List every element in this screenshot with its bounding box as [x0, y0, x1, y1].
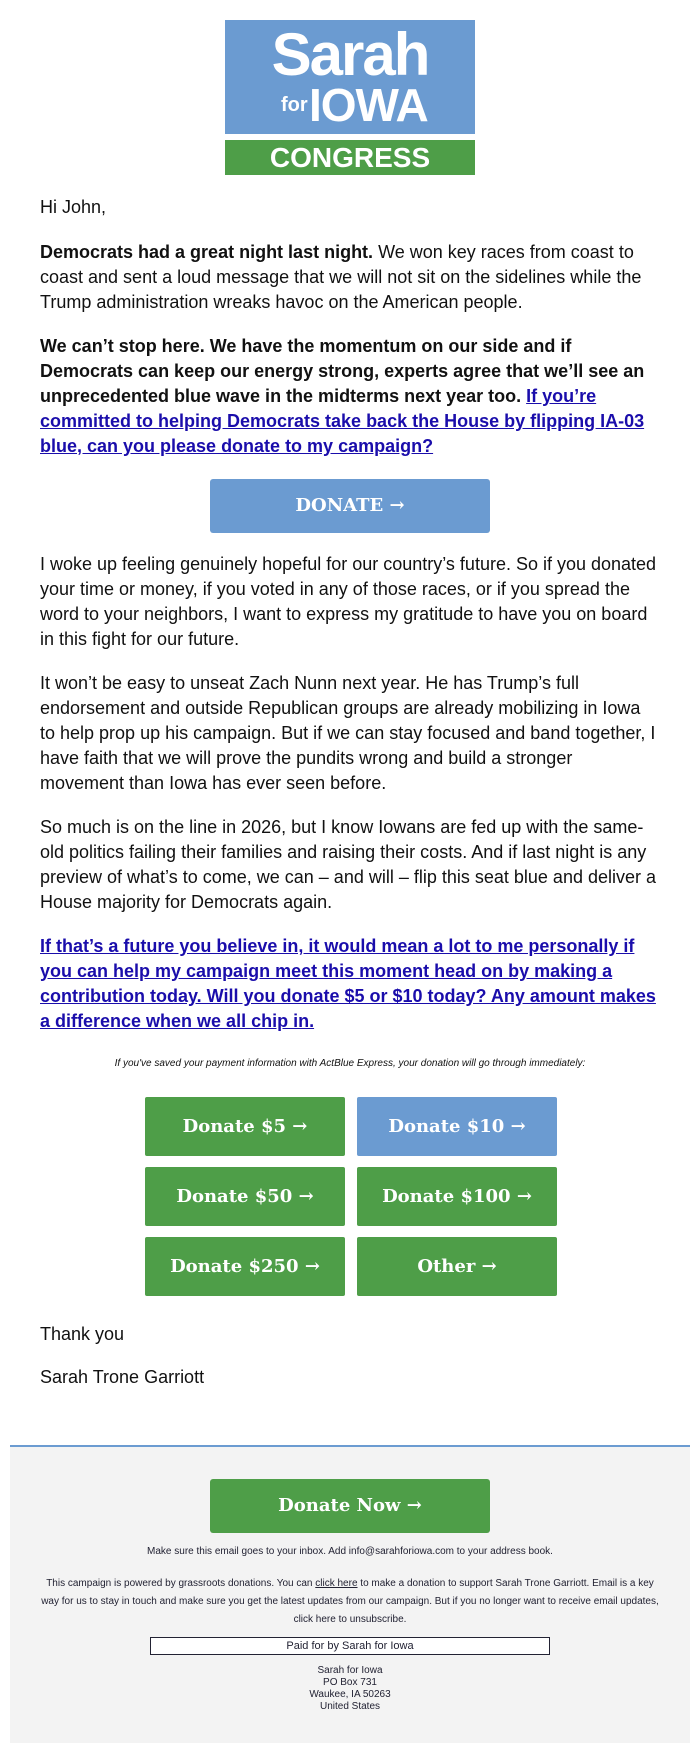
donate-now-button[interactable]: Donate Now → [210, 1479, 490, 1533]
logo-top-panel [225, 20, 475, 134]
paragraph-1 [40, 240, 660, 315]
email-body [0, 20, 700, 1712]
greeting: Hi John, [40, 197, 107, 217]
address-line-1: Sarah for Iowa [317, 1665, 383, 1676]
signature: Sarah Trone Garriott [40, 1367, 205, 1387]
paragraph-1-bold: Democrats had a great night last night. [40, 242, 374, 262]
donate-button[interactable]: DONATE → [210, 479, 490, 533]
message-content [0, 195, 700, 1390]
paragraph-2-text: We can’t stop here. We have the momentum on our side and if Democrats can keep our energy strong, experts agree that we’ll see an unprecedented blue wave in the midterms next year too. [40, 336, 645, 406]
grassroots-text-a: This campaign is powered by grassroots donations. You can [46, 1578, 316, 1589]
click-here-link[interactable]: click here [315, 1578, 358, 1589]
logo-for-text: for [281, 94, 308, 116]
donate-50-button[interactable]: Donate $50 → [145, 1167, 345, 1226]
paragraph-4: It won’t be easy to unseat Zach Nunn next year. He has Trump’s full endorsement and outside Republican groups are already mobilizing in Iowa to help prop up his campaign. But if we can stay focused and band together, I have faith that we will prove the pundits wrong and build a stronger movement than Iowa has ever seen before. [40, 673, 656, 793]
donation-amount-grid [145, 1097, 555, 1296]
thank-you: Thank you [40, 1324, 125, 1344]
mailing-address [10, 1665, 690, 1713]
paragraph-1-rest: We won key races from coast to coast and sent a loud message that we will not sit on the sidelines while the Trump administration wreaks havoc on the American people. [40, 242, 642, 312]
donate-10-button[interactable]: Donate $10 → [357, 1097, 557, 1156]
donate-ask-link[interactable]: If you’re committed to helping Democrats take back the House by flipping IA-03 blue, can you please donate to my campaign? [40, 386, 645, 456]
logo-sarah-text: Sarah [271, 21, 429, 88]
paid-for-by-box: Paid for by Sarah for Iowa [150, 1637, 550, 1655]
logo-congress-text: CONGRESS [225, 140, 475, 175]
grassroots-text-b: to make a donation to support Sarah Trone Garriott. Email is a key way for us to stay in touch and make sure you get the latest updates from our campaign. But if you no longer want to receive email updates, click here to unsubscribe. [41, 1578, 659, 1625]
campaign-logo [225, 20, 475, 175]
address-line-3: Waukee, IA 50263 [309, 1689, 391, 1700]
paragraph-3: I woke up feeling genuinely hopeful for our country’s future. So if you donated your time or money, if you voted in any of those races, or if you spread the word to your neighbors, I want to express my gratitude to have you on board in this fight for our future. [40, 554, 657, 649]
logo-iowa-text: IOWA [309, 79, 428, 131]
actblue-note: If you've saved your payment information with ActBlue Express, your donation will go through immediately: [114, 1058, 586, 1069]
inbox-note: Make sure this email goes to your inbox. Add info@sarahforiowa.com to your address book. [147, 1546, 553, 1557]
email-footer [10, 1445, 690, 1743]
paragraph-6 [40, 934, 660, 1034]
paragraph-5: So much is on the line in 2026, but I know Iowans are fed up with the same-old politics failing their families and raising their costs. And if last night is any preview of what’s to come, we can – and will – flip this seat blue and deliver a House majority for Democrats again. [40, 817, 656, 912]
donate-5-button[interactable]: Donate $5 → [145, 1097, 345, 1156]
address-line-4: United States [319, 1701, 381, 1712]
address-line-2: PO Box 731 [323, 1677, 377, 1688]
contribution-ask-link[interactable]: If that’s a future you believe in, it would mean a lot to me personally if you can help my campaign meet this moment head on by making a contribution today. Will you donate $5 or $10 today? Any amount makes a difference when we all chip in. [40, 936, 656, 1031]
donate-other-button[interactable]: Other → [357, 1237, 557, 1296]
donate-250-button[interactable]: Donate $250 → [145, 1237, 345, 1296]
donate-100-button[interactable]: Donate $100 → [357, 1167, 557, 1226]
grassroots-note [10, 1575, 690, 1629]
paragraph-2 [40, 334, 660, 459]
